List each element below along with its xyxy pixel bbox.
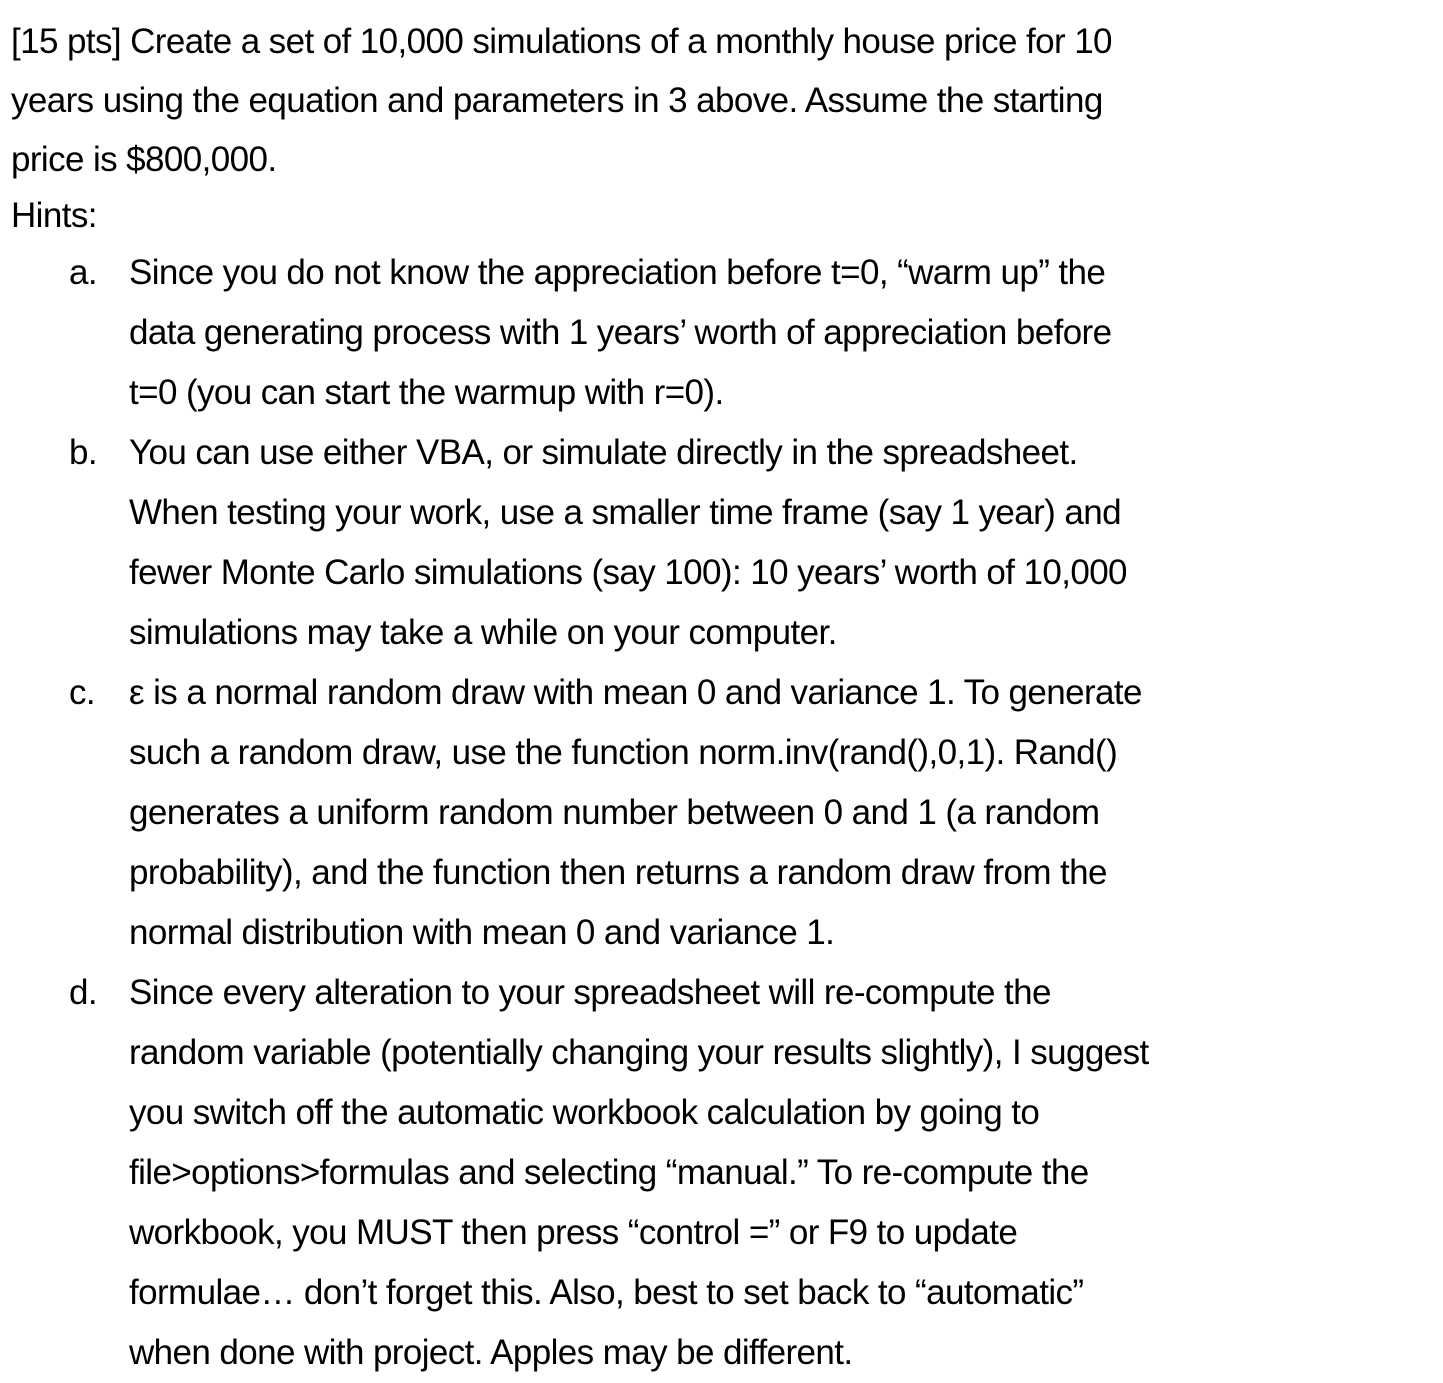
hint-line: when done with project. Apples may be different. [129, 1333, 853, 1372]
hint-line: Since every alteration to your spreadsheet will re-compute the [129, 973, 1051, 1012]
hint-line: random variable (potentially changing your results slightly), I suggest [129, 1033, 1149, 1072]
hint-list [11, 243, 1431, 1383]
hint-item-b [11, 423, 1431, 663]
hint-line: file>options>formulas and selecting “manual.” To re-compute the [129, 1153, 1089, 1192]
hint-line: such a random draw, use the function norm.inv(rand(),0,1). Rand() [129, 733, 1118, 772]
question-line: years using the equation and parameters in 3 above. Assume the starting [11, 81, 1103, 120]
hint-line: You can use either VBA, or simulate directly in the spreadsheet. [129, 433, 1078, 472]
hint-line: generates a uniform random number between 0 and 1 (a random [129, 793, 1100, 832]
hint-marker: d. [69, 973, 97, 1012]
question-line: [15 pts] Create a set of 10,000 simulations of a monthly house price for 10 [11, 22, 1112, 61]
hint-marker: c. [69, 673, 96, 712]
hint-line: fewer Monte Carlo simulations (say 100): 10 years’ worth of 10,000 [129, 553, 1127, 592]
hints-heading: Hints: [11, 196, 97, 235]
question-line: price is $800,000. [11, 140, 277, 179]
hint-line: Since you do not know the appreciation before t=0, “warm up” the [129, 253, 1106, 292]
hint-line: normal distribution with mean 0 and variance 1. [129, 913, 835, 952]
hint-item-a [11, 243, 1431, 423]
hint-line: When testing your work, use a smaller time frame (say 1 year) and [129, 493, 1121, 532]
hint-line: simulations may take a while on your computer. [129, 613, 837, 652]
hint-line: probability), and the function then returns a random draw from the [129, 853, 1107, 892]
question-text [11, 12, 1431, 189]
hint-item-d [11, 963, 1431, 1383]
hint-marker: b. [69, 433, 97, 472]
hint-line: ε is a normal random draw with mean 0 and variance 1. To generate [129, 673, 1142, 712]
hint-item-c [11, 663, 1431, 963]
document-body [11, 12, 1431, 1383]
hint-line: formulae… don’t forget this. Also, best to set back to “automatic” [129, 1273, 1084, 1312]
hint-line: t=0 (you can start the warmup with r=0). [129, 373, 724, 412]
hint-line: workbook, you MUST then press “control =” or F9 to update [129, 1213, 1018, 1252]
hint-marker: a. [69, 253, 97, 292]
hint-line: you switch off the automatic workbook calculation by going to [129, 1093, 1040, 1132]
hint-line: data generating process with 1 years’ worth of appreciation before [129, 313, 1112, 352]
